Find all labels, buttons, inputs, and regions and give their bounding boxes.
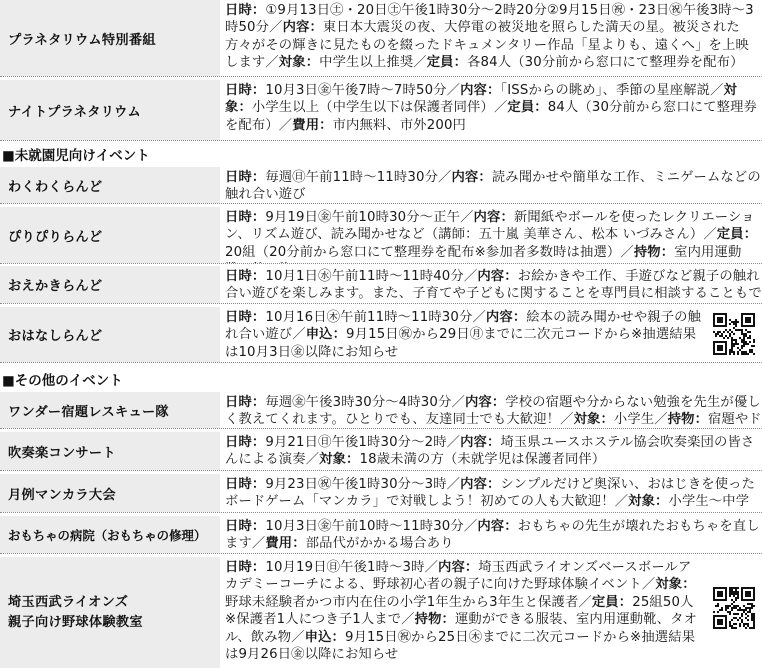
detail-label: 定員：: [716, 227, 758, 243]
detail-separator: ／: [413, 55, 427, 71]
detail-value: 新聞紙やボールを使ったレクリエーション、リズム遊び、読み聞かせなど（講師：五十嵐 美華さん、松本 いづみさん）: [225, 210, 755, 243]
detail-value: 読み聞かせや簡単な工作、ミニゲームなどの触れ合い遊び: [225, 170, 761, 203]
event-details: [225, 80, 762, 140]
event-details: [225, 0, 762, 76]
event-details: [225, 557, 762, 668]
event-title: ワンダー宿題レスキュー隊: [0, 392, 220, 428]
detail-value: 各84人（30分前から窓口にて整理券を配布）: [467, 55, 744, 71]
detail-label: 申込：: [304, 629, 345, 645]
event-title: わくわくらんど: [0, 167, 220, 203]
detail-label: 内容：: [477, 269, 518, 284]
detail-value: 学校の宿題や分からない勉強を先生が優しく教えてくれます。ひとりでも、友達同士でも大歓迎！: [225, 395, 761, 428]
event-title: [0, 557, 220, 668]
event-details: [225, 167, 762, 203]
detail-separator: ／: [446, 83, 461, 98]
detail-label: 日時：: [225, 269, 266, 284]
detail-label: 日時：: [225, 477, 266, 492]
detail-label: 日時：: [225, 435, 266, 450]
detail-label: 日時：: [225, 519, 266, 534]
event-row-lions-baseball: [0, 557, 762, 668]
event-row-wakuwaku: [0, 167, 762, 204]
detail-separator: ／: [654, 412, 668, 428]
detail-value: 絵本の読み聞かせや親子の触れ合い遊び: [225, 310, 702, 343]
detail-value: 10月16日㊍午前11時～11時30分: [265, 310, 473, 325]
event-title: おはなしらんど: [0, 307, 220, 362]
detail-value: 市内無料、市外200円: [332, 117, 466, 133]
detail-separator: ／: [614, 494, 629, 510]
detail-separator: ／: [620, 244, 634, 260]
detail-value: 「ISSからの眺め」、季節の星座解説: [500, 83, 711, 98]
detail-value: 小学生～中学: [668, 494, 750, 510]
detail-value: 部品代がかかる場合あり: [305, 536, 454, 552]
event-row-mancala: [0, 474, 762, 513]
detail-value: 小学生以上（中学生以下は保護者同伴）: [251, 100, 494, 116]
detail-value: 9月15日㊗から25日㊍までに二次元コードから※抽選結果は9月26日㊎以降にお知らせ: [225, 629, 696, 663]
detail-label: 日時：: [225, 395, 266, 410]
event-row-toy-hospital: [0, 516, 762, 554]
detail-label: 定員：: [426, 55, 468, 71]
detail-label: 内容：: [485, 310, 527, 325]
event-title: 月例マンカラ大会: [0, 474, 220, 512]
event-title-line2: 親子向け野球体験教室: [8, 614, 143, 630]
event-details: [225, 432, 762, 470]
event-details: [225, 307, 762, 362]
detail-label: 対象：: [628, 494, 669, 510]
detail-label: 申込：: [305, 327, 347, 343]
detail-value: 9月15日㊗から29日㊊までに二次元コードから※抽選結果は10月3日㊎以降にお知らせ: [225, 327, 697, 360]
detail-label: 日時：: [225, 560, 266, 575]
detail-value: 野球未経験者かつ市内在住の小学1年生から3年生と保護者: [225, 594, 579, 610]
detail-separator: ／: [438, 170, 452, 185]
detail-value: 毎週㊐午前11時～11時30分: [265, 170, 439, 185]
detail-separator: ／: [278, 117, 293, 133]
detail-label: 内容：: [464, 395, 506, 410]
detail-value: 9月23日㊗午後1時30分～3時: [265, 477, 447, 492]
detail-separator: ／: [292, 327, 306, 343]
detail-separator: ／: [269, 20, 283, 36]
detail-value: 20組（20分前から窓口にて整理券を配布※参加者多数時は抽選）: [225, 244, 621, 260]
event-row-brass-concert: [0, 432, 762, 471]
event-title: ナイトプラネタリウム: [0, 80, 220, 140]
event-title: 吹奏楽コンサート: [0, 432, 220, 470]
detail-label: 内容：: [460, 435, 501, 450]
section-heading-other: ■その他のイベント: [2, 373, 123, 389]
section-heading-preschool: ■未就園児向けイベント: [2, 148, 150, 164]
detail-label: 日時：: [225, 170, 266, 185]
detail-label: 対象：: [278, 55, 320, 71]
detail-value: 10月3日㊎午前10時～11時30分: [265, 519, 464, 534]
detail-separator: ／: [424, 560, 439, 575]
event-details: [225, 474, 762, 512]
detail-separator: ／: [446, 435, 461, 450]
detail-separator: ／: [641, 577, 656, 593]
detail-separator: ／: [578, 594, 592, 610]
detail-label: 内容：: [460, 83, 501, 98]
detail-label: 定員：: [507, 100, 548, 116]
detail-separator: ／: [446, 477, 461, 492]
detail-value: 毎週㊎午後3時30分～4時30分: [265, 395, 452, 410]
qr-code-icon[interactable]: [713, 587, 755, 629]
detail-separator: ／: [560, 412, 574, 428]
detail-label: 費用：: [265, 536, 306, 552]
detail-label: 対象：: [655, 577, 696, 593]
event-row-homework-rescue: [0, 392, 762, 429]
detail-separator: ／: [305, 452, 320, 468]
detail-value: 運動ができる服装、室内用運動靴、タオル、飲み物: [225, 612, 698, 645]
detail-label: 対象：: [573, 412, 614, 428]
detail-separator: ／: [451, 395, 465, 410]
detail-value: お絵かきや工作、手遊びなど親子の触れ合い遊びを楽しみます。また、子育てや子どもに関することを専門員に相談することもで: [225, 269, 762, 302]
event-row-planetarium-special: [0, 0, 762, 77]
detail-label: 内容：: [477, 519, 518, 534]
detail-separator: ／: [401, 612, 415, 628]
event-row-oekaki: [0, 266, 762, 304]
detail-value: 84人（30分前から窓口にて整理券を配布）: [225, 100, 757, 133]
detail-value: ①9月13日㊏・20日㊏午後1時30分～2時20分②9月15日㊗・23日㊗午後3時～3時50分: [225, 3, 754, 36]
event-details: [225, 392, 762, 428]
detail-value: 東日本大震災の夜、大停電の被災地を照らした満天の星。被災された方々がその輝きに見たものを綴ったドキュメンタリー作品「星よりも、遠くへ」を上映します: [225, 20, 749, 71]
detail-value: シンプルだけど奥深い、おはじきを使ったボードゲーム「マンカラ」で対戦しよう！初めての人も大歓迎！: [225, 477, 756, 510]
detail-label: 定員：: [591, 594, 633, 610]
detail-label: 持物：: [667, 412, 709, 428]
detail-value: 9月21日㊐午後1時30分～2時: [265, 435, 447, 450]
detail-separator: ／: [460, 210, 474, 225]
detail-value: 中学生以上推奨: [319, 55, 414, 71]
detail-value: 10月19日㊐午後1時～3時: [265, 560, 425, 575]
event-row-piripiri: [0, 207, 762, 264]
detail-value: おもちゃの先生が壊れたおもちゃを直します: [225, 519, 760, 552]
detail-label: 日時：: [225, 310, 266, 325]
detail-separator: ／: [463, 519, 478, 534]
detail-separator: ／: [265, 55, 279, 71]
event-title-line1: 埼玉西武ライオンズ: [8, 594, 129, 610]
detail-separator: ／: [291, 629, 305, 645]
qr-code-icon[interactable]: [713, 313, 755, 355]
detail-value: 25組50人※保護者1人につき子1人まで: [225, 594, 694, 628]
event-row-night-planetarium: [0, 80, 762, 141]
detail-value: 10月1日㊌午前11時～11時40分: [265, 269, 464, 284]
detail-label: 費用：: [292, 117, 333, 133]
event-details: [225, 207, 762, 263]
detail-label: 日時：: [225, 210, 266, 225]
detail-value: 室内用運動: [674, 244, 742, 260]
detail-label: 持物：: [633, 244, 675, 260]
detail-separator: ／: [493, 100, 508, 116]
event-details: [225, 266, 762, 303]
detail-separator: ／: [472, 310, 486, 325]
detail-label: 内容：: [438, 560, 479, 575]
detail-label: 内容：: [460, 477, 501, 492]
event-title: プラネタリウム特別番組: [0, 0, 220, 76]
detail-label: 内容：: [451, 170, 492, 185]
detail-separator: ／: [710, 83, 724, 98]
event-title: ぴりぴりらんど: [0, 207, 220, 263]
detail-label: 日時：: [225, 83, 266, 98]
detail-value: 10月3日㊎午後7時～7時50分: [265, 83, 447, 98]
detail-value: 9月19日㊎午前10時30分～正午: [265, 210, 461, 225]
detail-label: 対象：: [319, 452, 360, 468]
detail-value: 18歳未満の方（未就学児は保護者同伴）: [359, 452, 606, 468]
detail-separator: ／: [463, 269, 478, 284]
event-title: おもちゃの病院（おもちゃの修理）: [0, 516, 220, 553]
event-details: [225, 516, 762, 553]
detail-separator: ／: [703, 227, 717, 243]
event-row-ohanashi: [0, 307, 762, 363]
detail-label: 内容：: [282, 20, 323, 36]
detail-value: 埼玉西武ライオンズベースボールアカデミーコーチによる、野球初心者の親子に向けた野球体験イベント: [225, 560, 692, 593]
detail-value: 埼玉県ユースホステル協会吹奏楽団の皆さんによる演奏: [225, 435, 755, 468]
detail-label: 持物：: [414, 612, 455, 628]
detail-label: 内容：: [473, 210, 514, 225]
detail-value: 宿題やド: [708, 412, 762, 428]
detail-value: 小学生: [613, 412, 655, 428]
detail-label: 日時：: [225, 3, 266, 18]
event-title: おえかきらんど: [0, 266, 220, 303]
detail-label: 対象：: [225, 83, 737, 116]
detail-separator: ／: [251, 536, 266, 552]
